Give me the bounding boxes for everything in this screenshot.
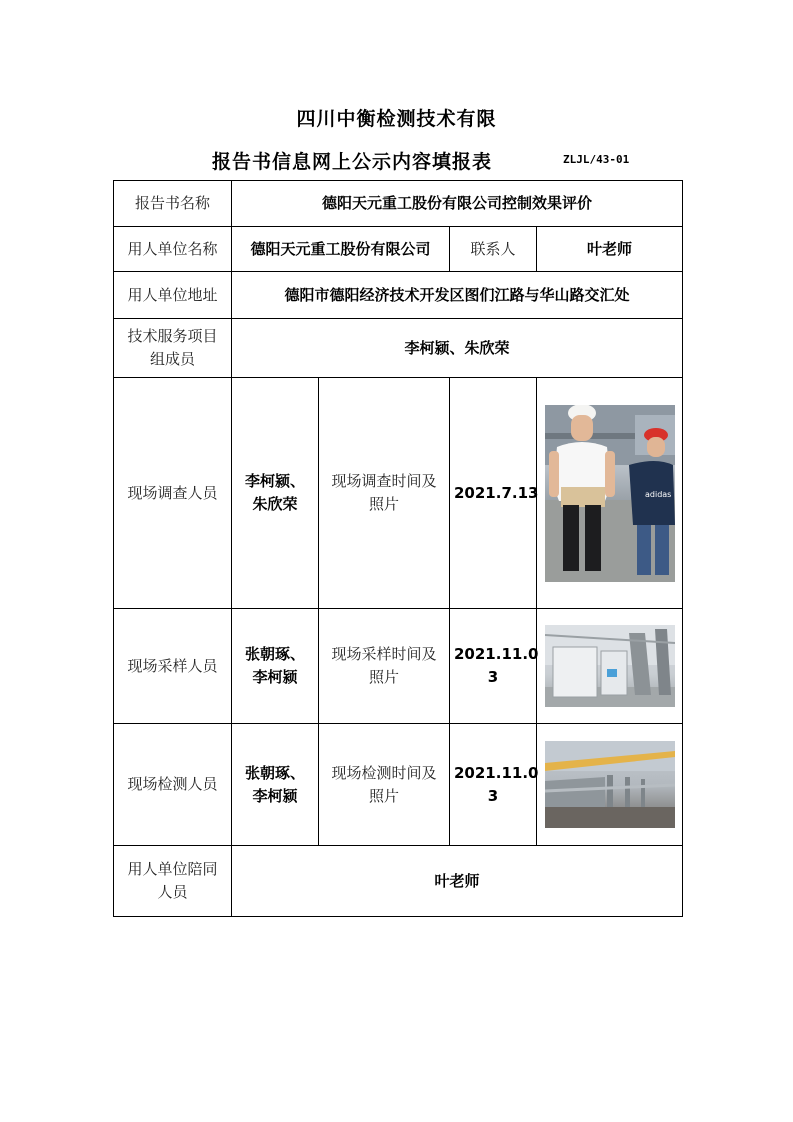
row-escort (114, 846, 683, 917)
survey-label: 现场调查人员 (114, 378, 232, 609)
contact-label: 联系人 (450, 227, 537, 272)
sampling-date (450, 609, 537, 724)
testing-photo (545, 741, 675, 828)
row-survey (114, 378, 683, 609)
team-value: 李柯颍、朱欣荣 (232, 319, 683, 378)
company-title: 四川中衡检测技术有限 (296, 108, 497, 130)
testing-photo-drawing (545, 741, 675, 828)
testing-staff (232, 724, 319, 846)
survey-staff-line2: 朱欣荣 (252, 495, 298, 513)
testing-time-label-line2: 照片 (368, 786, 399, 805)
survey-date-line1: 2021.7.13 (454, 483, 539, 502)
team-label-line2: 组成员 (149, 350, 195, 368)
escort-label-line2: 人员 (157, 883, 188, 901)
sampling-label: 现场采样人员 (114, 609, 232, 724)
survey-staff-line1: 李柯颍、 (244, 472, 305, 490)
escort-label-line1: 用人单位陪同 (127, 860, 218, 878)
escort-label (114, 846, 232, 917)
team-label (114, 319, 232, 378)
survey-photo-drawing (545, 405, 675, 582)
testing-date (450, 724, 537, 846)
testing-staff-line2: 李柯颍 (252, 786, 298, 805)
sampling-staff (232, 609, 319, 724)
testing-label: 现场检测人员 (114, 724, 232, 846)
employer-address-value: 德阳市德阳经济技术开发区图们江路与华山路交汇处 (232, 272, 683, 319)
contact-value: 叶老师 (537, 227, 683, 272)
sampling-date-line1: 2021.11.0 (454, 645, 539, 663)
form-code: ZLJL/43-01 (563, 153, 630, 166)
row-testing (114, 724, 683, 846)
row-team-members (114, 319, 683, 378)
survey-photo (545, 405, 675, 582)
sampling-photo (545, 625, 675, 707)
team-label-line1: 技术服务项目 (127, 327, 218, 345)
sampling-time-label-line1: 现场采样时间及 (331, 645, 437, 663)
sampling-date-line2: 3 (487, 668, 499, 686)
survey-time-label-line1: 现场调查时间及 (331, 472, 437, 490)
sampling-photo-drawing (545, 625, 675, 707)
sampling-time-label (319, 609, 450, 724)
testing-date-line2: 3 (487, 786, 499, 805)
sampling-photo-cell (537, 609, 683, 724)
survey-photo-cell (537, 378, 683, 609)
row-report-name (114, 181, 683, 227)
row-employer-address (114, 272, 683, 319)
survey-time-label-line2: 照片 (368, 495, 399, 513)
employer-name-value: 德阳天元重工股份有限公司 (232, 227, 450, 272)
testing-staff-line1: 张朝琢、 (244, 763, 305, 782)
escort-value: 叶老师 (232, 846, 683, 917)
survey-date (450, 378, 537, 609)
survey-time-label (319, 378, 450, 609)
sampling-staff-line2: 李柯颍 (252, 668, 298, 686)
tshirt-logo-text: adidas (644, 489, 671, 499)
sampling-staff-line1: 张朝琢、 (244, 645, 305, 663)
info-form-table (113, 180, 683, 917)
employer-address-label: 用人单位地址 (114, 272, 232, 319)
testing-photo-cell (537, 724, 683, 846)
form-title: 报告书信息网上公示内容填报表 (212, 151, 493, 173)
row-sampling (114, 609, 683, 724)
sampling-time-label-line2: 照片 (368, 668, 399, 686)
row-employer-name (114, 227, 683, 272)
survey-staff (232, 378, 319, 609)
employer-name-label: 用人单位名称 (114, 227, 232, 272)
testing-time-label-line1: 现场检测时间及 (331, 763, 437, 782)
testing-time-label (319, 724, 450, 846)
report-name-label: 报告书名称 (114, 181, 232, 227)
testing-date-line1: 2021.11.0 (454, 763, 539, 782)
report-name-value: 德阳天元重工股份有限公司控制效果评价 (232, 181, 683, 227)
